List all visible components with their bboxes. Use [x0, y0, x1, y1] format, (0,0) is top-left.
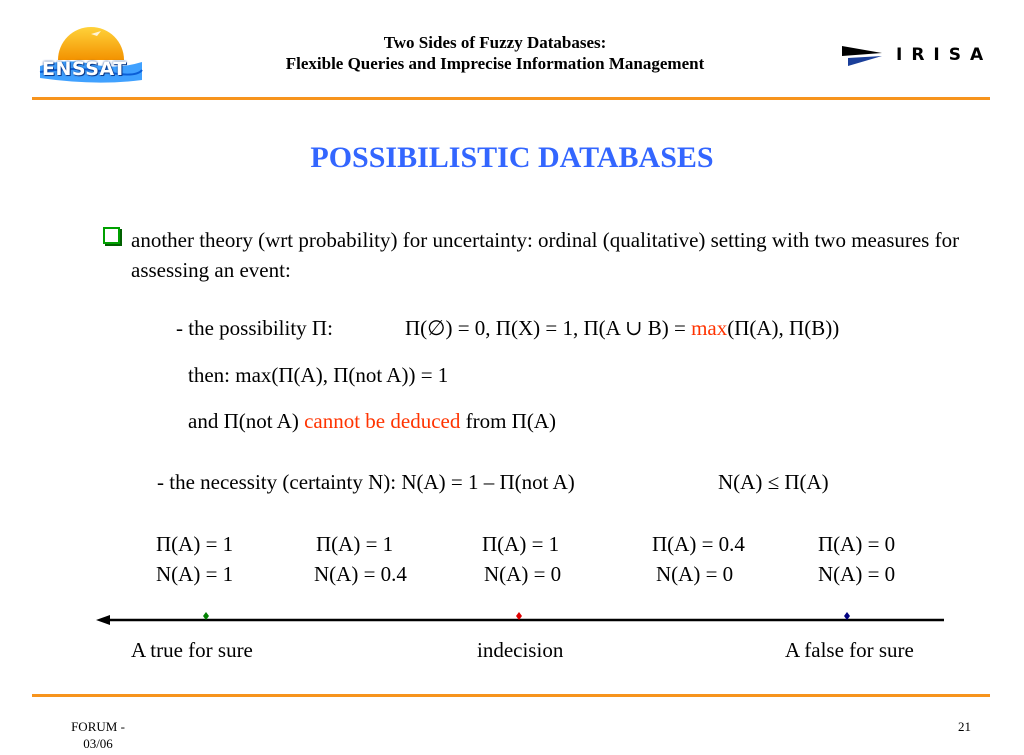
possibility-formula-max: max [691, 316, 728, 340]
measure-pi-5: Π(A) = 0 [818, 532, 896, 556]
certainty-scale [96, 606, 956, 632]
measure-n-3: N(A) = 0 [484, 562, 562, 586]
possibility-formula [405, 316, 839, 340]
measure-pi-4: Π(A) = 0.4 [652, 532, 745, 556]
measure-n-5: N(A) = 0 [818, 562, 896, 586]
possibility-then-line: then: max(Π(A), Π(not A)) = 1 [188, 363, 449, 387]
measure-pi-3: Π(A) = 1 [482, 532, 560, 556]
header-title [190, 32, 800, 74]
possibility-formula-end: (Π(A), Π(B)) [727, 316, 840, 340]
page-number: 21 [958, 719, 971, 734]
hollow-square-bullet-icon [103, 227, 120, 244]
enssat-logo-text: ENSSAT [42, 58, 127, 80]
irisa-logo-text: IRISA [896, 45, 993, 65]
footer-event: FORUM - 03/06 [71, 719, 125, 751]
irisa-logo [838, 40, 993, 70]
header-divider [32, 97, 990, 100]
possibility-formula-start: Π(∅) = 0, Π(X) = 1, Π(A ∪ B) = [405, 316, 692, 340]
and-line-start: and Π(not A) [188, 409, 305, 433]
measure-pi-1: Π(A) = 1 [156, 532, 234, 556]
slide-title: POSSIBILISTIC DATABASES [310, 141, 714, 174]
header-title-line-1: Two Sides of Fuzzy Databases: [383, 33, 607, 52]
enssat-logo [36, 20, 146, 90]
measure-n-1: N(A) = 1 [156, 562, 234, 586]
bullet-text: another theory (wrt probability) for uncertainty: ordinal (qualitative) setting with two measures for assessing an event: [131, 228, 960, 282]
measure-n-2: N(A) = 0.4 [314, 562, 407, 586]
and-line-end: from Π(A) [460, 409, 556, 433]
necessity-inequality: N(A) ≤ Π(A) [718, 470, 829, 494]
measure-pi-2: Π(A) = 1 [316, 532, 394, 556]
scale-label-true: A true for sure [131, 638, 253, 662]
header-title-line-2: Flexible Queries and Imprecise Information Management [285, 54, 705, 73]
necessity-label: - the necessity (certainty N): N(A) = 1 – Π(not A) [157, 470, 575, 494]
footer-divider [32, 694, 990, 697]
measure-n-4: N(A) = 0 [656, 562, 734, 586]
scale-arrowhead-icon [96, 615, 110, 625]
possibility-label: - the possibility Π: [176, 316, 333, 340]
scale-label-indecision: indecision [477, 638, 564, 662]
possibility-and-line [188, 409, 556, 433]
and-line-highlight: cannot be deduced [304, 409, 461, 433]
scale-label-false: A false for sure [785, 638, 914, 662]
